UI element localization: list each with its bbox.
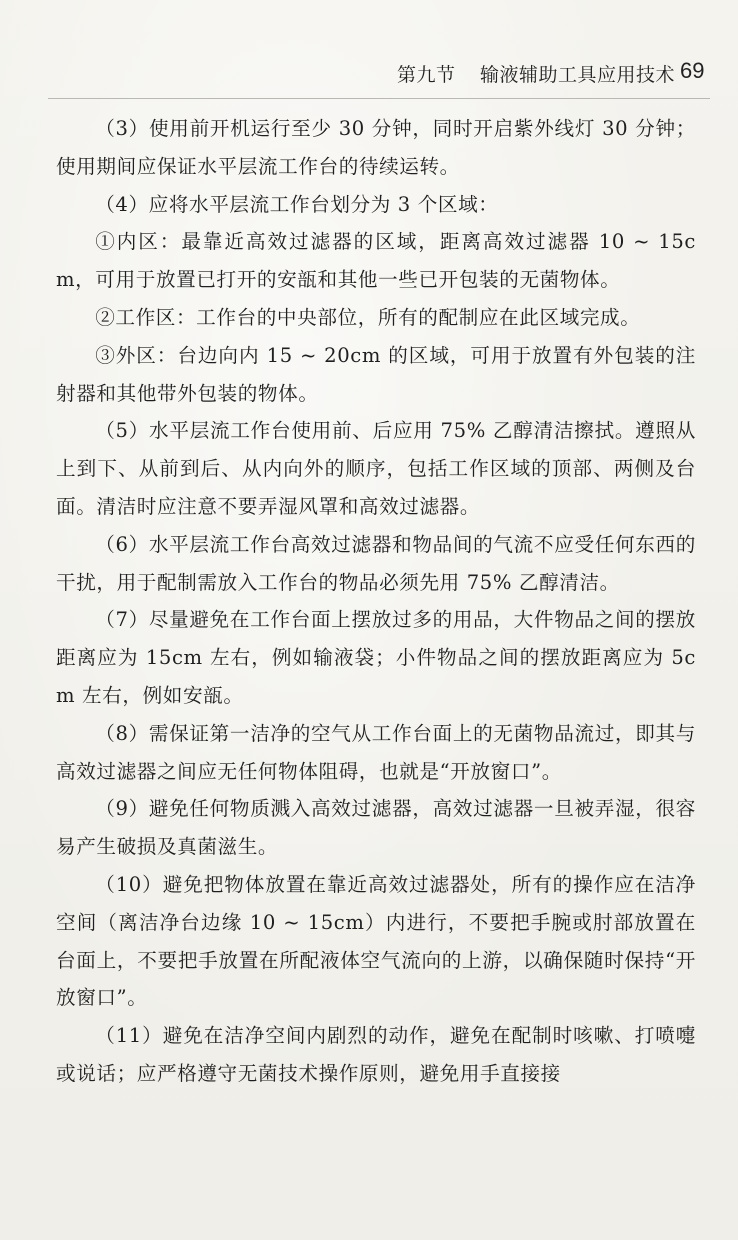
section-label: 第九节 [397,64,456,86]
paragraph-work-zone: ②工作区：工作台的中央部位，所有的配制应在此区域完成。 [95,305,641,329]
chapter-title: 输液辅助工具应用技术 [480,64,676,86]
body-text [56,110,696,1093]
running-header [0,58,718,94]
paragraph-11: （11）避免在洁净空间内剧烈的动作，避免在配制时咳嗽、打喷嚏或说话；应严格遵守无菌技术操作原则，避免用手直接接 [56,1024,696,1085]
paragraph-outer-zone: ③外区：台边向内 15 ~ 20cm 的区域，可用于放置有外包装的注射器和其他带外包装的物体。 [56,343,696,405]
paragraph-inner-zone: ①内区：最靠近高效过滤器的区域，距离高效过滤器 10 ~ 15cm，可用于放置已打开的安瓿和其他一些已开包装的无菌物体。 [56,230,696,292]
page-number: 69 [680,58,705,83]
paragraph-3: （3）使用前开机运行至少 30 分钟，同时开启紫外线灯 30 分钟；使用期间应保证水平层流工作台的待续运转。 [56,117,696,178]
paragraph-6: （6）水平层流工作台高效过滤器和物品间的气流不应受任何东西的干扰，用于配制需放入工作台的物品必须先用 75% 乙醇清洁。 [56,532,696,594]
header-divider [48,98,710,99]
paragraph-10: （10）避免把物体放置在靠近高效过滤器处，所有的操作应在洁净空间（离洁净台边缘 10 ~ 15cm）内进行，不要把手腕或肘部放置在台面上，不要把手放置在所配液体空气流向的上游，以确保随时保持“开放窗口”。 [56,872,696,1010]
paragraph-9: （9）避免任何物质溅入高效过滤器，高效过滤器一旦被弄湿，很容易产生破损及真菌滋生。 [56,797,696,859]
paragraph-8: （8）需保证第一洁净的空气从工作台面上的无菌物品流过，即其与高效过滤器之间应无任何物体阻碍，也就是“开放窗口”。 [56,721,696,783]
paragraph-7: （7）尽量避免在工作台面上摆放过多的用品，大件物品之间的摆放距离应为 15cm 左右，例如输液袋；小件物品之间的摆放距离应为 5cm 左右，例如安瓿。 [56,608,696,707]
paragraph-5: （5）水平层流工作台使用前、后应用 75% 乙醇清洁擦拭。遵照从上到下、从前到后、从内向外的顺序，包括工作区域的顶部、两侧及台面。清洁时应注意不要弄湿风罩和高效过滤器。 [56,419,696,518]
paragraph-4: （4）应将水平层流工作台划分为 3 个区域： [95,192,499,216]
